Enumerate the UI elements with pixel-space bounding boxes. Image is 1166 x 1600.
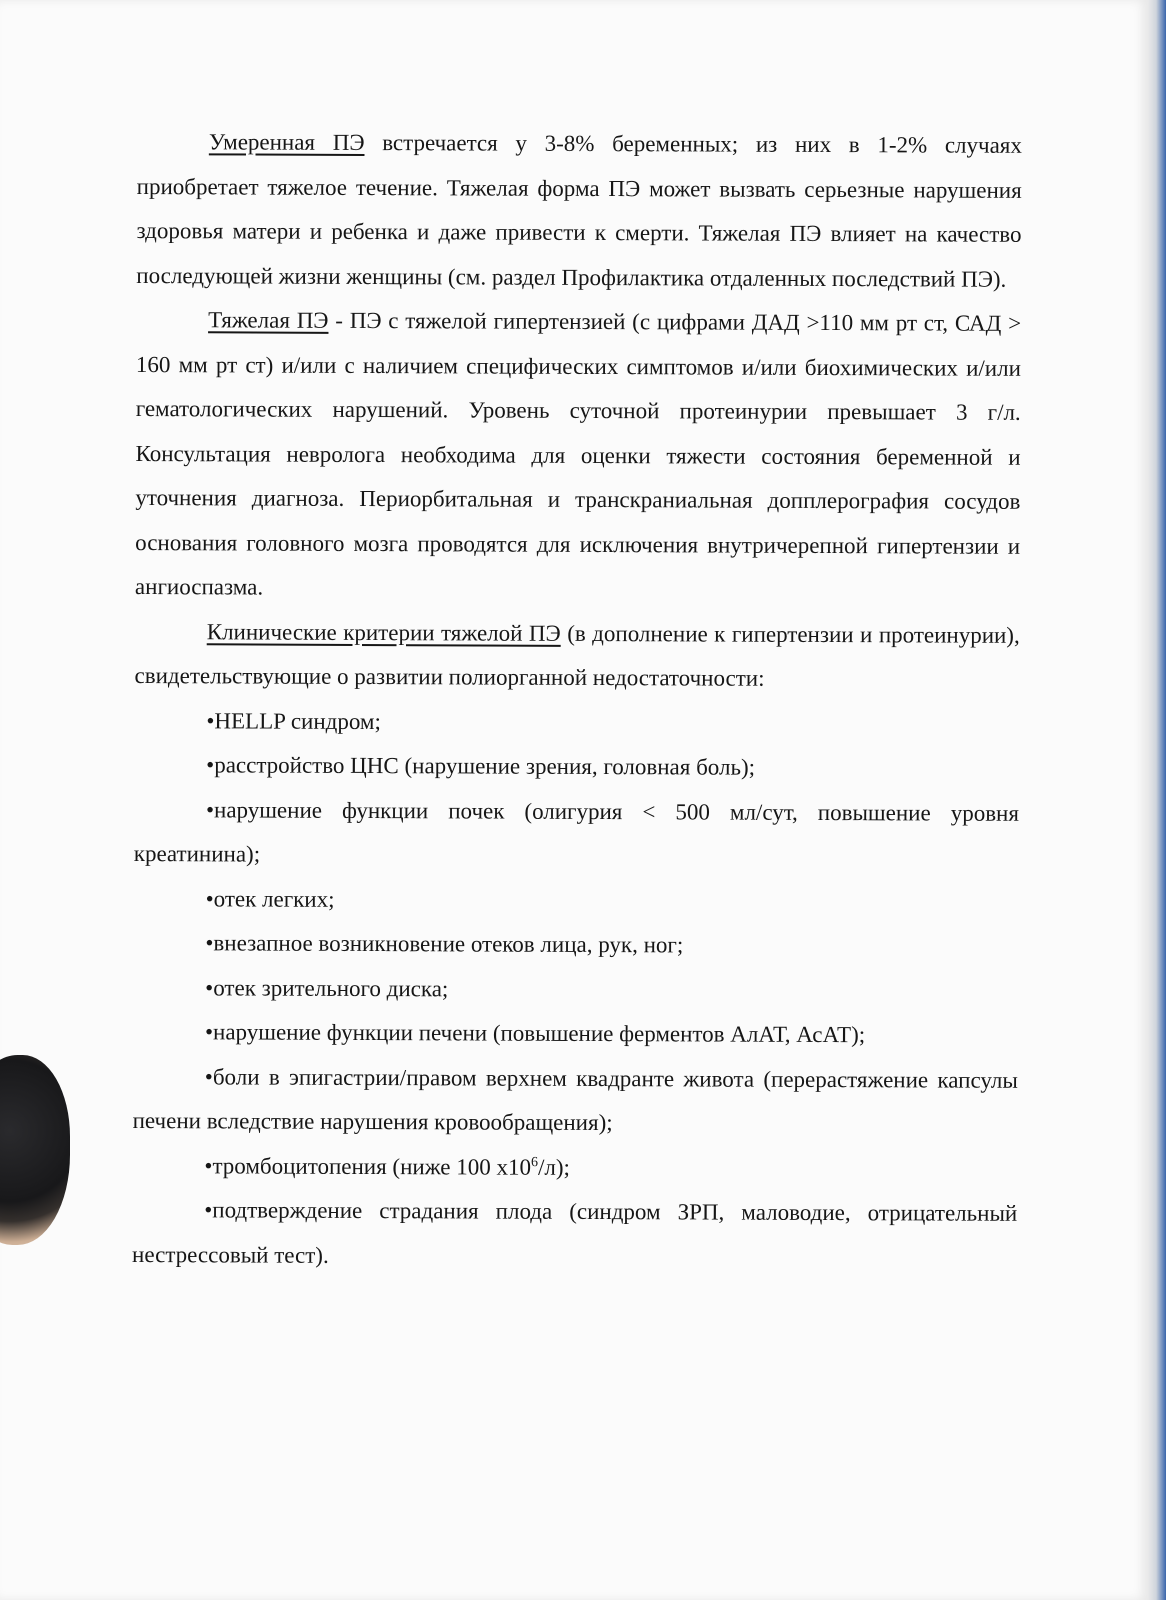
list-item: •боли в эпигастрии/правом верхнем квадранте живота (перерастяжение капсулы печени вследствие нарушения кровообращения); [132, 1063, 1018, 1136]
list-item-fetal-distress: •подтверждение страдания плода (синдром ЗРП, маловодие, отрицательный нестрессовый тест). [131, 1197, 1018, 1268]
list-item: •отек легких; [205, 885, 335, 912]
list-item-thrombocytopenia [132, 1143, 1017, 1191]
term-severe-pe: Тяжелая ПЭ [208, 307, 329, 333]
list-item: •HELLP синдром; [206, 707, 381, 734]
list-item: •нарушение функции почек (олигурия < 500 мл/сут, повышение уровня креатинина); [133, 796, 1020, 867]
thrombocytopenia-exponent: 6 [531, 1154, 539, 1170]
page-edge [1148, 0, 1166, 1600]
paragraph-clinical-criteria [134, 609, 1019, 702]
paragraph-moderate-pe-text: встречается у 3-8% беременных; из них в 1-2% случаях приобретает тяжелое течение. Тяжелая форма ПЭ может вызвать серьезные нарушения здоровья матери и ребенка и даже привести к смерти. Тяжелая ПЭ влияет на качество последующей жизни женщины (см. раздел Профилактика отдаленных последствий ПЭ). [136, 129, 1022, 292]
list-item: •внезапное возникновение отеков лица, рук, ног; [205, 930, 684, 958]
term-moderate-pe: Умеренная ПЭ [208, 129, 365, 155]
list-item: •расстройство ЦНС (нарушение зрения, головная боль); [206, 752, 756, 780]
list-item: •отек зрительного диска; [205, 974, 449, 1001]
thrombocytopenia-unit: /л); [537, 1154, 571, 1180]
paragraph-clinical-criteria-text: (в дополнение к гипертензии и протеинурии), свидетельствующие о развитии полиорганной недостаточности: [134, 620, 1020, 691]
list-item: •нарушение функции печени (повышение ферментов АлАТ, АсАТ); [204, 1019, 866, 1048]
paragraph-severe-pe-text: - ПЭ с тяжелой гипертензией (с цифрами ДАД >110 мм рт ст, САД > 160 мм рт ст) и/или с наличием специфических симптомов и/или биохимических и/или гематологических нарушений. Уровень суточной протеинурии превышает 3 г/л. Консультация невролога необходима для оценки тяжести состояния беременной и уточнения диагноза. Периорбитальная и транскраниальная допплерография сосудов основания головного мозга проводятся для исключения внутричерепной гипертензии и ангиоспазма. [134, 307, 1022, 600]
paragraph-severe-pe [135, 298, 1021, 613]
paragraph-moderate-pe [136, 120, 1022, 302]
page-text [132, 120, 1022, 1281]
thrombocytopenia-text: •тромбоцитопения (ниже 100 х10 [204, 1152, 532, 1180]
term-clinical-criteria: Клинические критерии тяжелой ПЭ [206, 618, 561, 646]
